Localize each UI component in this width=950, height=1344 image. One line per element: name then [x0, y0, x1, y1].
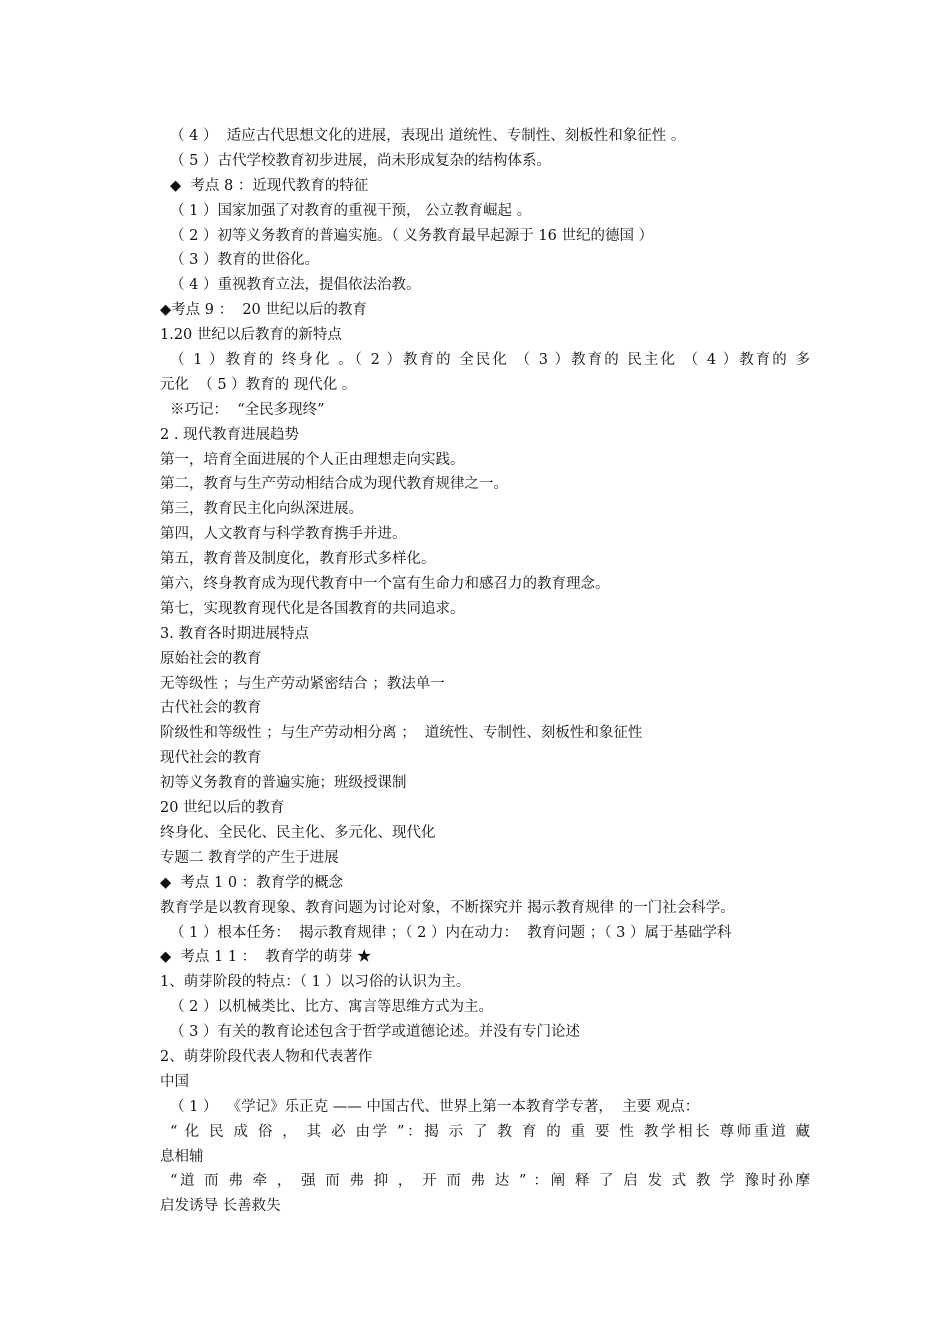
text-line: （ 3 ）教育的世俗化。 — [170, 252, 319, 269]
text-line: 第三，教育民主化向纵深进展。 — [160, 501, 363, 518]
text-line: （ 5 ）古代学校教育初步进展，尚未形成复杂的结构体系。 — [170, 152, 551, 169]
text-line: （ 1 ）根本任务： 揭示教育规律 ；（ 2 ）内在动力： 教育问题 ；（ 3 ）属于基础学科 — [170, 924, 732, 941]
text-line: （ 3 ）有关的教育论述包含于哲学或道德论述。并没有专门论述 — [170, 1024, 580, 1041]
document-body — [160, 124, 810, 1219]
text-line: 1.20 世纪以后教育的新特点 — [160, 327, 342, 344]
text-line: （ 2 ）初等义务教育的普遍实施。（ 义务教育最早起源于 16 世纪的德国 ） — [170, 227, 654, 244]
text-line: 元化 （ 5 ）教育的 现代化 。 — [160, 376, 357, 393]
text-line: （ 1 ）教育的 终身化 。（ 2 ）教育的 全民化 （ 3 ）教育的 民主化 （ 4 ）教育的 多 — [170, 352, 810, 369]
text-line: 2、萌芽阶段代表人物和代表著作 — [160, 1048, 373, 1065]
text-line: （ 4 ）重视教育立法，提倡依法治教。 — [170, 277, 421, 294]
text-line: 阶级性和等级性 ；与生产劳动相分离 ； 道统性、专制性、刻板性和象征性 — [160, 725, 643, 742]
text-line: ◆考点 9 ： 20 世纪以后的教育 — [160, 302, 367, 319]
text-line: 第二，教育与生产劳动相结合成为现代教育规律之一。 — [160, 476, 508, 493]
text-line: 原始社会的教育 — [160, 650, 262, 667]
text-line: 终身化、全民化、民主化、多元化、现代化 — [160, 824, 436, 841]
text-line: ◆ 考点 1 0 ：教育学的概念 — [160, 874, 344, 891]
text-line: 第六，终身教育成为现代教育中一个富有生命力和感召力的教育理念。 — [160, 576, 610, 593]
text-line: 第一，培育全面进展的个人正由理想走向实践。 — [160, 451, 465, 468]
text-line: ※巧记： “全民多现终” — [170, 401, 325, 418]
text-line: （ 2 ）以机械类比、比方、寓言等思维方式为主。 — [170, 999, 493, 1016]
text-line: 古代社会的教育 — [160, 700, 262, 717]
text-line: （ 4 ） 适应古代思想文化的进展，表现出 道统性、专制性、刻板性和象征性 。 — [170, 128, 686, 144]
text-line: 息相辅 — [160, 1148, 204, 1165]
text-line: ◆ 考点 8 ：近现代教育的特征 — [170, 177, 369, 194]
text-line: 教育学是以教育现象、教育问题为讨论对象，不断探究并 揭示教育规律 的一门社会科学。 — [160, 899, 735, 916]
text-line: （ 1 ）国家加强了对教育的重视干预， 公立教育崛起 。 — [170, 202, 532, 219]
text-line: ◆ 考点 1 1 ： 教育学的萌芽 ★ — [160, 949, 372, 966]
text-line: 初等义务教育的普遍实施；班级授课制 — [160, 775, 407, 792]
text-line: 启发诱导 长善救失 — [160, 1198, 281, 1215]
text-line: 3. 教育各时期进展特点 — [160, 625, 309, 642]
text-line: 2 . 现代教育进展趋势 — [160, 426, 300, 443]
text-line: 第四，人文教育与科学教育携手并进。 — [160, 526, 407, 543]
text-line: 中国 — [160, 1073, 189, 1090]
text-line: （ 1 ） 《学记》乐正克 —— 中国古代、世界上第一本教育学专著， 主要 观点： — [170, 1098, 700, 1115]
text-line: 第七，实现教育现代化是各国教育的共同追求。 — [160, 600, 465, 617]
text-line: 20 世纪以后的教育 — [160, 800, 285, 817]
text-line: “道 而 弗 牵 ， 强 而 弗 抑 ， 开 而 弗 达 ” ：阐 释 了 启 发 式 教 学 豫时孙摩 — [170, 1173, 810, 1190]
text-line: 1、萌芽阶段的特点：（ 1 ）以习俗的认识为主。 — [160, 974, 471, 991]
text-line: 第五，教育普及制度化，教育形式多样化。 — [160, 551, 436, 568]
text-line: 无等级性 ；与生产劳动紧密结合 ；教法单一 — [160, 675, 445, 692]
text-line: “ 化 民 成 俗 ， 其 必 由学 ”：揭 示 了 教 育 的 重 要 性 教学相长 尊师重道 藏 — [170, 1123, 810, 1140]
text-line: 专题二 教育学的产生于进展 — [160, 849, 339, 866]
text-line: 现代社会的教育 — [160, 750, 262, 767]
